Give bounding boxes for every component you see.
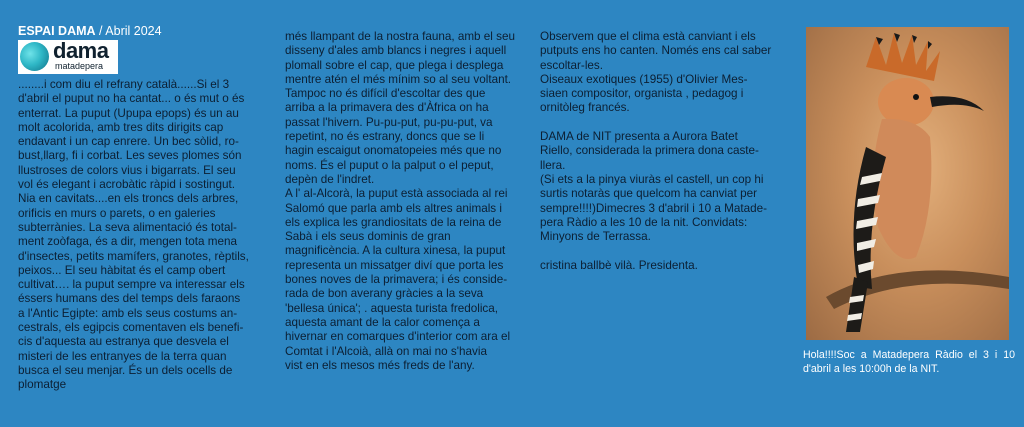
column-2-text: més llampant de la nostra fauna, amb el seu disseny d'ales amb blancs i negres i aquell plomall sobre el cap, que plega i desplega mentre atén el més mínim so al seu voltant. Tampoc no és difícil d'escoltar des que arriba a la primavera des d'Àfrica on ha passat l'hivern. Pu-pu-put, pu-pu-put, va repetint, no és estrany, doncs que se li hagin escaigut onomatopeies més que no noms. És el puput o la palput o el peput, depèn de l'indret. A l' al-Alcorà, la puput està associada al rei Salomó que parla amb els altres animals i els explica les grandiositats de la reina de Sabà i els seus dominis de gran magnificència. A la cultura xinesa, la puput representa un missatger diví que porta les bones noves de la primavera; i és conside- rada de bon averany gràcies a la seva 'bellesa única'; . aquesta turista fredolica, aquesta amant de la calor comença a hivernar en comarques d'interior com ara el Comtat i l'Alcoià, allà on mai no s'havia vist en els mesos més freds de l'any. bbox=[285, 30, 515, 372]
column-3 bbox=[540, 30, 772, 273]
logo-word: dama bbox=[53, 38, 109, 63]
dama-logo-circle-icon bbox=[20, 42, 49, 71]
column-2 bbox=[285, 30, 517, 373]
column-3-text: Observem que el clima està canviant i els putputs ens ho canten. Només ens cal saber escoltar-les. Oiseaux exotiques (1955) d'Olivier Mes- siaen compositor, organista , pedagog i ornitòleg francés. DAMA de NIT presenta a Aurora Batet Riello, considerada la primera dona caste- llera. (Si ets a la pinya viuràs el castell, un cop hi surtis notaràs que quelcom ha canviat per sempre!!!!)Dimecres 3 d'abril i 10 a Matade- pera Ràdio a les 10 de la nit. Convidats: Minyons de Terrassa. cristina ballbè vilà. Presidenta. bbox=[540, 30, 772, 272]
issue-date: / Abril 2024 bbox=[95, 24, 162, 38]
section-header bbox=[18, 24, 276, 38]
column-1 bbox=[18, 0, 276, 393]
hoopoe-illustration-icon bbox=[806, 27, 1009, 340]
logo-subtitle: matadepera bbox=[55, 61, 104, 71]
dama-logo bbox=[18, 38, 276, 72]
hoopoe-bird-photo bbox=[806, 27, 1009, 340]
brand-label: ESPAI DAMA bbox=[18, 24, 96, 38]
photo-caption: Hola!!!!Soc a Matadepera Ràdio el 3 i 10 d'abril a les 10:00h de la NIT. bbox=[803, 349, 1015, 375]
column-1-text: ........i com diu el refrany català......Si el 3 d'abril el puput no ha cantat... o és mut o és enterrat. La puput (Upupa epops) és un au molt acolorida, amb tres dits dirigits cap endavant i un cap enrere. Un bec sòlid, ro- bust,llarg, fi i corbat. Les seves plomes són llustroses de colors vius i bigarrats. El seu vol és elegant i acrobàtic ràpid i sostingut. Nia en cavitats....en els troncs dels arbres, orificis en murs o parets, o en galeries subterrànies. La seva alimentació és total- ment zoòfaga, és a dir, mengen tota mena d'insectes, petits mamífers, granotes, rèptils, peixos... El seu hàbitat és el camp obert cultivat…. la puput sempre va interessar els éssers humans des del temps dels faraons a l'Antic Egipte: amb els seus costums an- cestrals, els egipcis comentaven els benefi- cis d'aquesta au estranya que desvela el misteri de les entranyes de la terra quan busca el seu menjar. És un dels ocells de plomatge bbox=[18, 78, 249, 392]
